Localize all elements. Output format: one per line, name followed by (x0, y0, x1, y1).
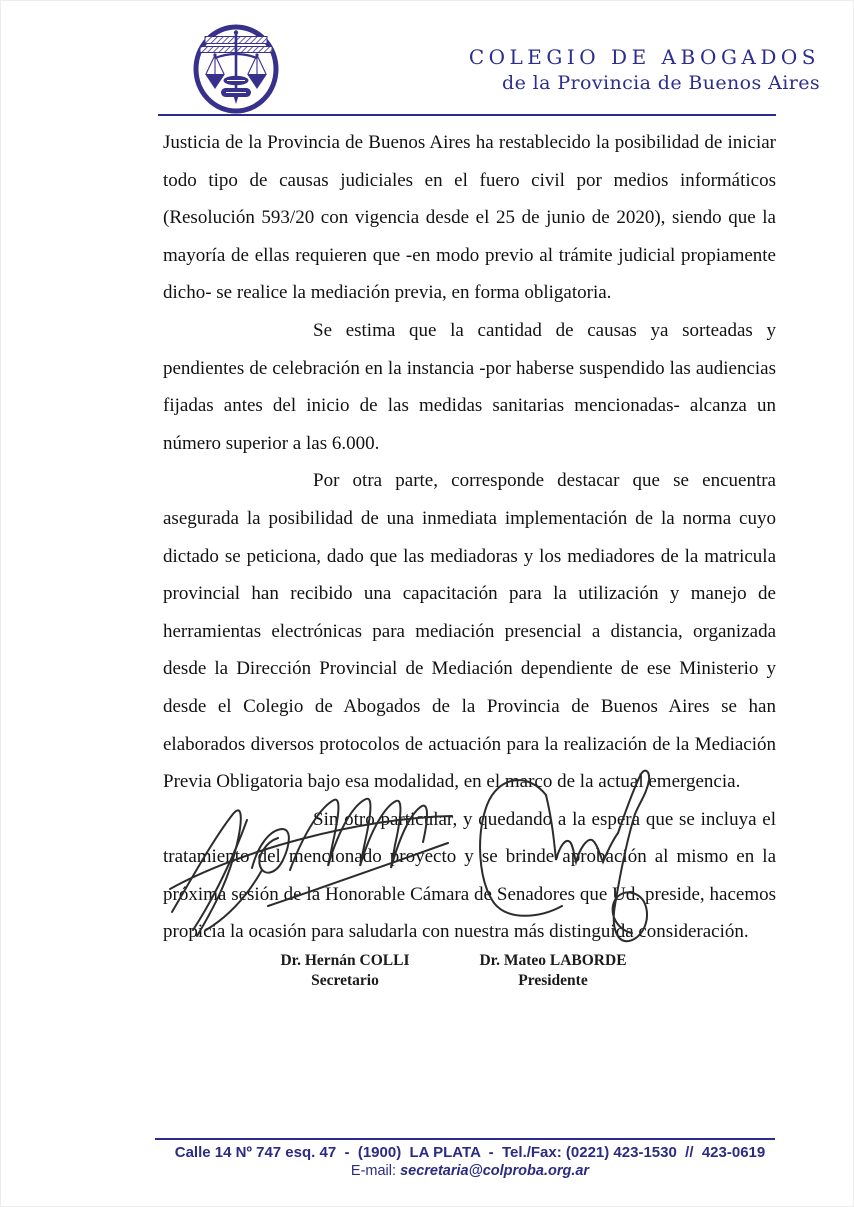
paragraph: Por otra parte, corresponde destacar que se encuentra asegurada la posibilidad de una inmediata implementación de la norma cuyo dictado se peticiona, dado que las mediadoras y los mediadores de la matricula provincial han recibido una capacitación para la utilización y manejo de herramientas electrónicas para mediación presencial a distancia, organizada desde la Dirección Provincial de Mediación dependiente de ese Ministerio y desde el Colegio de Abogados de la Provincia de Buenos Aires se han elaborados diversos protocolos de actuación para la realización de la Mediación Previa Obligatoria bajo esa modalidad, en el marco de la actual emergencia. (163, 470, 776, 793)
signer-block-president (448, 951, 658, 991)
email-label: E-mail: (350, 1163, 401, 1179)
org-name: COLEGIO DE ABOGADOS (468, 45, 820, 69)
signer-name: Dr. Hernán COLLI (280, 952, 410, 969)
org-header (469, 44, 820, 96)
paragraph: Se estima que la cantidad de causas ya sorteadas y pendientes de celebración en la instancia -por haberse suspendido las audiencias fijadas antes del inicio de las medidas sanitarias mencionadas- alcanza un número superior a las 6.000. (163, 319, 776, 454)
signer-block-secretary (240, 951, 450, 991)
footer-email-line (120, 1162, 820, 1181)
paragraph: Sin otro particular, y quedando a la espera que se incluya el tratamiento del mencionado proyecto y se brinde aprobación al mismo en la próxima sesión de la Honorable Cámara de Senadores que Ud. preside, hacemos propicia la ocasión para saludarla con nuestra más distinguida consideración. (163, 808, 776, 943)
signer-title: Secretario (311, 972, 379, 989)
handwritten-signatures (160, 760, 690, 960)
paragraph: Justicia de la Provincia de Buenos Aires ha restablecido la posibilidad de iniciar todo tipo de causas judiciales en el fuero civil por medios informáticos (Resolución 593/20 con vigencia desde el 25 de junio de 2020), siendo que la mayoría de ellas requieren que -en modo previo al trámite judicial propiamente dicho- se realice la mediación previa, en forma obligatoria. (163, 132, 776, 304)
signer-name: Dr. Mateo LABORDE (479, 952, 627, 969)
org-subtitle: de la Provincia de Buenos Aires (502, 72, 820, 94)
signer-title: Presidente (518, 972, 588, 989)
footer-rule (155, 1138, 775, 1140)
header-rule (158, 114, 776, 116)
footer-address: Calle 14 Nº 747 esq. 47 - (1900) LA PLATA - Tel./Fax: (0221) 423-1530 // 423-0619 (174, 1144, 766, 1161)
scales-of-justice-logo (190, 24, 282, 114)
email-address: secretaria@colproba.org.ar (400, 1163, 590, 1179)
